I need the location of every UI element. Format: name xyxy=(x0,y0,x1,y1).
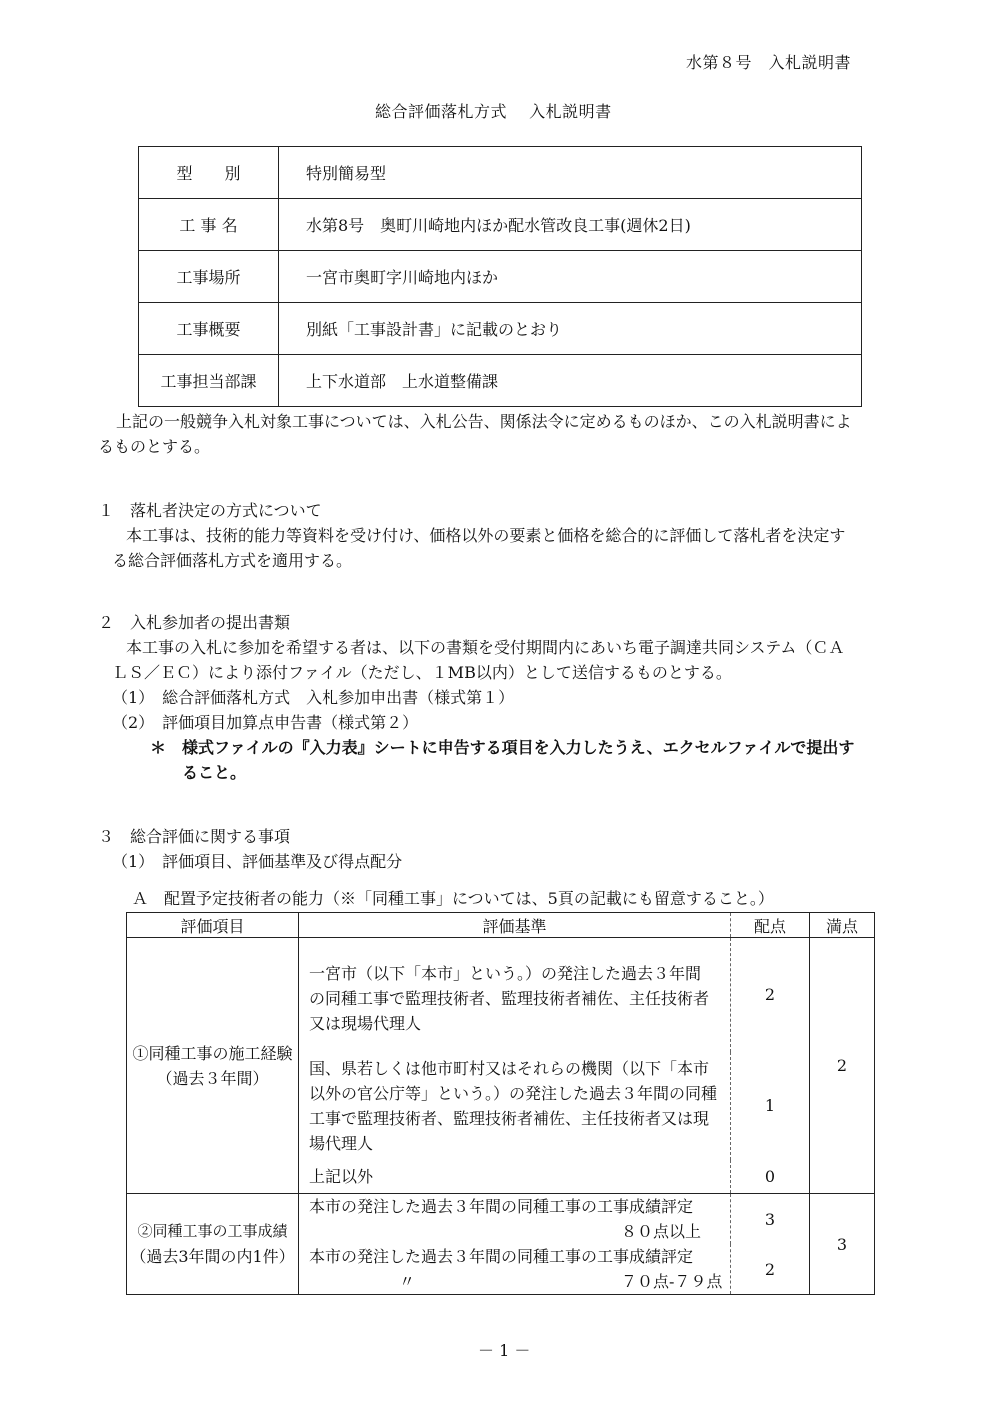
info-value: 一宮市奥町字川崎地内ほか xyxy=(279,251,862,303)
eval-max: 2 xyxy=(810,938,875,1194)
intro-line: 上記の一般競争入札対象工事については、入札公告、関係法令に定めるものほか、この入札説明書によ xyxy=(116,412,852,431)
intro-line: るものとする。 xyxy=(98,437,211,456)
criteria-line: 以外の官公庁等」という。）の発注した過去３年間の同種 xyxy=(309,1083,718,1103)
info-value: 水第8号 奥町川崎地内ほか配水管改良工事(週休2日) xyxy=(279,199,862,251)
evaluation-table xyxy=(126,912,875,1295)
eval-points: 0 xyxy=(731,1160,810,1194)
page-number: － 1 － xyxy=(478,1341,531,1360)
info-row-name xyxy=(139,199,862,251)
intro-paragraph xyxy=(98,409,898,459)
info-value: 特別簡易型 xyxy=(279,147,862,199)
info-value: 上下水道部 上水道整備課 xyxy=(279,355,862,407)
eval-criteria xyxy=(299,1194,731,1245)
eval-item-line: ②同種工事の工事成績 xyxy=(137,1222,288,1240)
subsection-heading: （1） 評価項目、評価基準及び得点配分 xyxy=(112,852,403,871)
section-text: 本工事の入札に参加を希望する者は、以下の書類を受付期間内にあいち電子調達共同システム（ＣＡ xyxy=(126,638,845,657)
eval-item-line: ①同種工事の施工経験 xyxy=(132,1043,293,1063)
criteria-score-range: ７０点-７９点 xyxy=(621,1272,723,1291)
criteria-line: 国、県若しくは他市町村又はそれらの機関（以下「本市 xyxy=(309,1058,710,1078)
section-2 xyxy=(98,610,898,785)
section-1 xyxy=(98,498,898,573)
info-label: 工事場所 xyxy=(139,251,279,303)
criteria-line: 本市の発注した過去３年間の同種工事の工事成績評定 xyxy=(309,1247,694,1266)
asterisk-icon: ＊ xyxy=(150,738,167,757)
section-heading: ２ 入札参加者の提出書類 xyxy=(98,613,291,632)
eval-criteria xyxy=(299,1052,731,1160)
eval-criteria xyxy=(299,1244,731,1295)
list-item: （2） 評価項目加算点申告書（様式第２） xyxy=(112,713,419,732)
info-value: 別紙「工事設計書」に記載のとおり xyxy=(279,303,862,355)
eval-points: 1 xyxy=(731,1052,810,1160)
section-text: 本工事は、技術的能力等資料を受け付け、価格以外の要素と価格を総合的に評価して落札者を決定す xyxy=(126,526,846,545)
table-row xyxy=(127,1194,875,1245)
eval-points: 3 xyxy=(731,1194,810,1245)
header-points: 配点 xyxy=(731,913,810,938)
eval-points: 2 xyxy=(731,938,810,1052)
eval-points: 2 xyxy=(731,1244,810,1295)
eval-item-line: （過去3年間の内1件） xyxy=(130,1247,295,1266)
header-criteria: 評価基準 xyxy=(299,913,731,938)
section-text: ＬＳ／ＥＣ）により添付ファイル（ただし、１MB以内）として送信するものとする。 xyxy=(112,663,732,682)
subsection-a-heading: Ａ 配置予定技術者の能力（※「同種工事」については、5頁の記載にも留意すること。） xyxy=(132,889,774,908)
criteria-line: 又は現場代理人 xyxy=(309,1014,422,1034)
note-line: 様式ファイルの『入力表』シートに申告する項目を入力したうえ、エクセルファイルで提出す xyxy=(182,738,855,757)
header-item: 評価項目 xyxy=(127,913,299,938)
section-3 xyxy=(98,824,898,911)
info-label: 型 別 xyxy=(139,147,279,199)
list-item: （1） 総合評価落札方式 入札参加申出書（様式第１） xyxy=(112,688,515,707)
note-line: ること。 xyxy=(182,763,247,782)
eval-item xyxy=(127,938,299,1194)
info-row-summary xyxy=(139,303,862,355)
table-row xyxy=(127,938,875,1052)
document-title: 総合評価落札方式 入札説明書 xyxy=(375,102,612,121)
criteria-line: ８０点以上 xyxy=(621,1222,702,1241)
criteria-line: 一宮市（以下「本市」という。）の発注した過去３年間 xyxy=(309,964,702,984)
header-max: 満点 xyxy=(810,913,875,938)
info-table xyxy=(138,146,862,407)
criteria-line: 工事で監理技術者、監理技術者補佐、主任技術者又は現 xyxy=(309,1108,710,1128)
info-label: 工 事 名 xyxy=(139,199,279,251)
info-label: 工事概要 xyxy=(139,303,279,355)
info-row-location xyxy=(139,251,862,303)
info-row-department xyxy=(139,355,862,407)
document-number: 水第８号 入札説明書 xyxy=(686,53,852,72)
table-header-row xyxy=(127,913,875,938)
section-heading: １ 落札者決定の方式について xyxy=(98,501,322,520)
ditto-mark: 〃 xyxy=(399,1272,416,1291)
eval-criteria xyxy=(299,938,731,1052)
eval-item-line: （過去３年間） xyxy=(156,1068,269,1088)
section-text: る総合評価落札方式を適用する。 xyxy=(112,551,353,570)
eval-item xyxy=(127,1194,299,1295)
section-heading: ３ 総合評価に関する事項 xyxy=(98,827,291,846)
info-row-type xyxy=(139,147,862,199)
criteria-line: の同種工事で監理技術者、監理技術者補佐、主任技術者 xyxy=(309,989,710,1009)
eval-criteria xyxy=(299,1160,731,1194)
note xyxy=(98,735,898,785)
criteria-line: 本市の発注した過去３年間の同種工事の工事成績評定 xyxy=(309,1197,694,1216)
criteria-line xyxy=(309,1269,730,1294)
criteria-line: 上記以外 xyxy=(309,1166,374,1186)
criteria-line: 場代理人 xyxy=(309,1133,374,1153)
eval-max: 3 xyxy=(810,1194,875,1295)
info-label: 工事担当部課 xyxy=(139,355,279,407)
